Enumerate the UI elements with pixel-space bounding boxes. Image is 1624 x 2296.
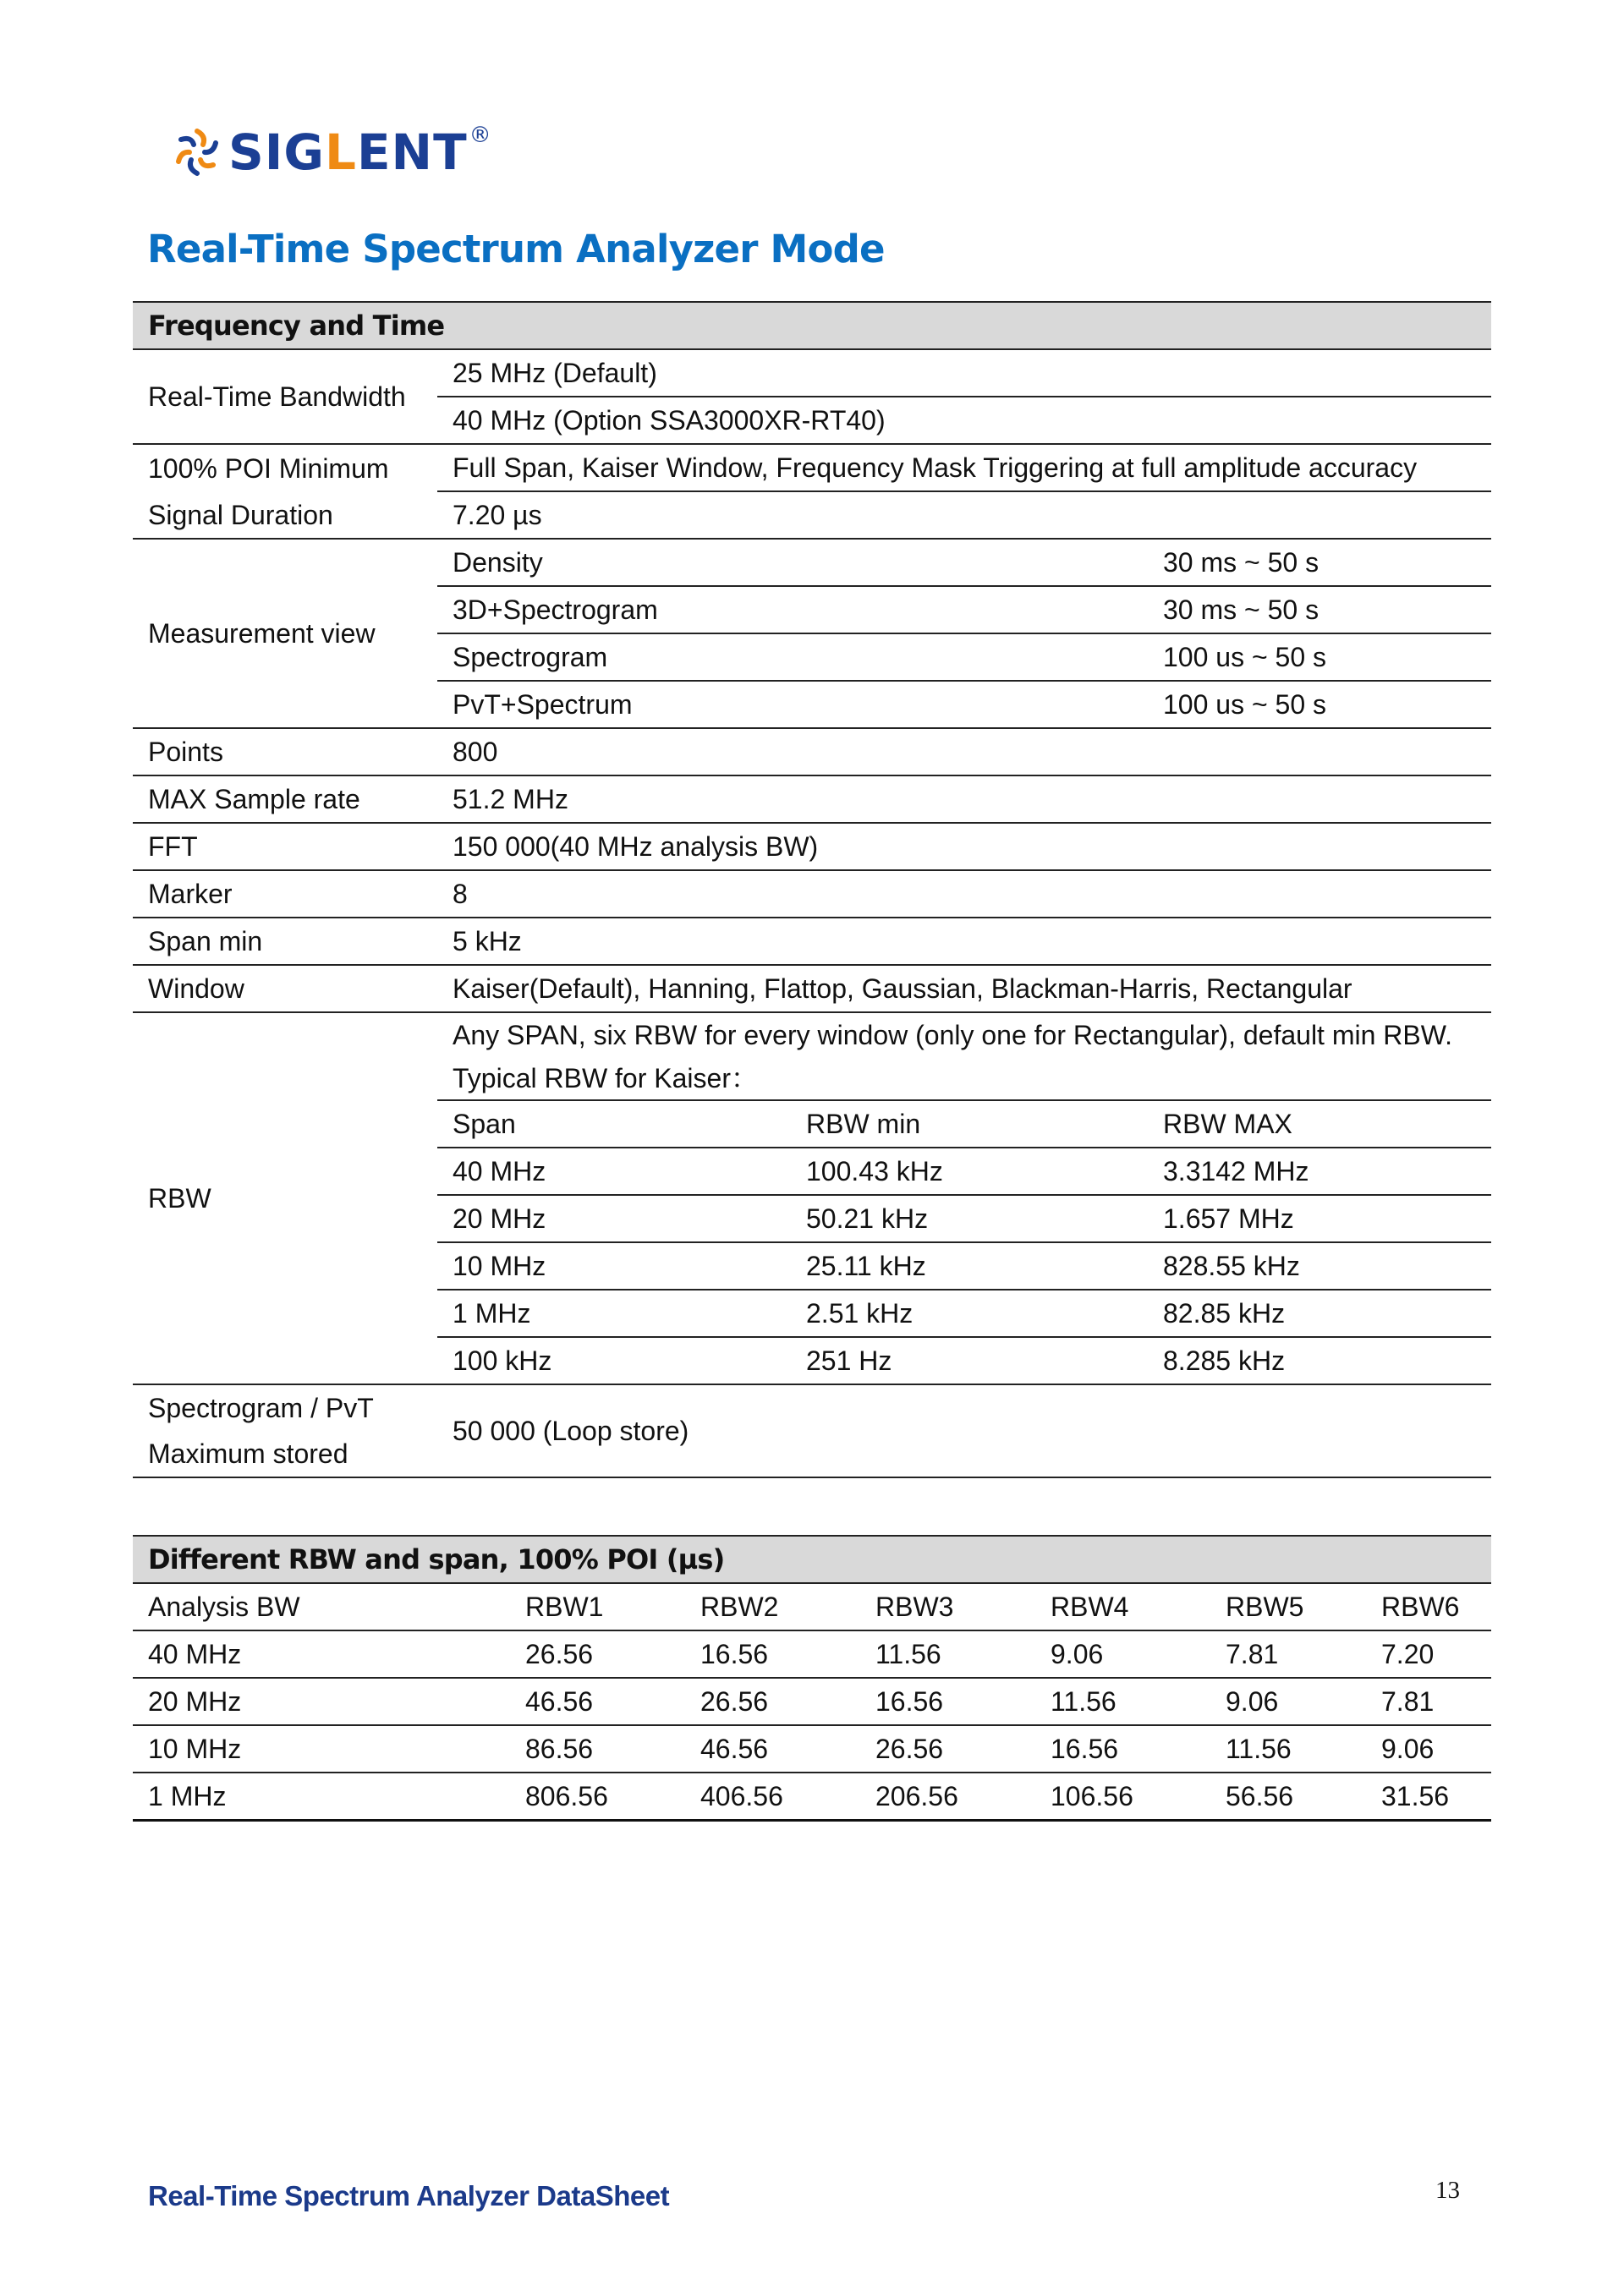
column-header: RBW2	[685, 1583, 860, 1630]
table-row	[133, 823, 1491, 870]
row-value: 150 000(40 MHz analysis BW)	[437, 823, 1491, 870]
cell: 26.56	[510, 1630, 685, 1678]
column-header-row	[133, 1583, 1491, 1630]
cell: 1.657 MHz	[1148, 1195, 1491, 1242]
cell: 86.56	[510, 1725, 685, 1773]
view-name: Density	[437, 539, 1148, 586]
rbw-note: Typical RBW for Kaiser：	[437, 1057, 1491, 1100]
row-value: 5 kHz	[437, 918, 1491, 965]
cell: 206.56	[860, 1773, 1035, 1821]
table-header-row	[133, 1536, 1491, 1583]
row-label: 100% POI Minimum	[148, 452, 389, 484]
cell: 10 MHz	[437, 1242, 791, 1290]
table-row	[133, 539, 1491, 586]
cell: 2.51 kHz	[791, 1290, 1148, 1337]
cell: 406.56	[685, 1773, 860, 1821]
view-name: 3D+Spectrogram	[437, 586, 1148, 633]
view-name: PvT+Spectrum	[437, 681, 1148, 728]
row-label: Window	[133, 965, 437, 1012]
table-row	[133, 1384, 1491, 1477]
row-label: Span min	[133, 918, 437, 965]
row-label: Signal Duration	[133, 491, 437, 539]
column-header: RBW min	[791, 1100, 1148, 1148]
row-label: Real-Time Bandwidth	[133, 349, 437, 444]
pinwheel-logo-icon	[169, 124, 225, 180]
cell: 16.56	[860, 1678, 1035, 1725]
row-label: Measurement view	[133, 539, 437, 728]
label-line: Spectrogram / PvT	[148, 1393, 374, 1423]
view-range: 30 ms ~ 50 s	[1148, 539, 1491, 586]
cell: 26.56	[860, 1725, 1035, 1773]
row-value: 40 MHz (Option SSA3000XR-RT40)	[437, 397, 1491, 444]
cell: 106.56	[1035, 1773, 1210, 1821]
cell: 11.56	[1035, 1678, 1210, 1725]
frequency-time-table	[133, 301, 1491, 1478]
table-row	[133, 918, 1491, 965]
table-row	[133, 870, 1491, 918]
row-value: 8	[437, 870, 1491, 918]
row-label	[133, 1384, 437, 1477]
cell: 46.56	[510, 1678, 685, 1725]
cell: 7.81	[1210, 1630, 1366, 1678]
cell: 806.56	[510, 1773, 685, 1821]
row-value: 51.2 MHz	[437, 775, 1491, 823]
cell: 46.56	[685, 1725, 860, 1773]
column-header: RBW4	[1035, 1583, 1210, 1630]
cell: 1 MHz	[437, 1290, 791, 1337]
siglent-logo	[169, 123, 492, 182]
cell: 56.56	[1210, 1773, 1366, 1821]
table-row	[133, 1012, 1491, 1057]
row-value: Kaiser(Default), Hanning, Flattop, Gaussian, Blackman-Harris, Rectangular	[437, 965, 1491, 1012]
view-range: 100 us ~ 50 s	[1148, 633, 1491, 681]
cell: 40 MHz	[133, 1630, 510, 1678]
cell: 20 MHz	[437, 1195, 791, 1242]
cell: 100.43 kHz	[791, 1148, 1148, 1195]
table-header-row	[133, 302, 1491, 349]
registered-mark: ®	[469, 123, 492, 148]
cell: 9.06	[1035, 1630, 1210, 1678]
view-range: 100 us ~ 50 s	[1148, 681, 1491, 728]
cell: 31.56	[1366, 1773, 1491, 1821]
row-label: RBW	[133, 1012, 437, 1384]
logo-wordmark: SIGLENT®	[228, 123, 492, 181]
table-row	[133, 965, 1491, 1012]
page-title: Real-Time Spectrum Analyzer Mode	[147, 227, 885, 271]
cell: 25.11 kHz	[791, 1242, 1148, 1290]
cell: 10 MHz	[133, 1725, 510, 1773]
label-line: Maximum stored	[148, 1438, 348, 1469]
column-header: RBW3	[860, 1583, 1035, 1630]
table-header: Frequency and Time	[133, 302, 1491, 349]
cell: 40 MHz	[437, 1148, 791, 1195]
column-header: Span	[437, 1100, 791, 1148]
cell: 50.21 kHz	[791, 1195, 1148, 1242]
footer-title: Real-Time Spectrum Analyzer DataSheet	[148, 2180, 670, 2211]
row-label: Marker	[133, 870, 437, 918]
cell: 16.56	[685, 1630, 860, 1678]
cell: 11.56	[860, 1630, 1035, 1678]
table-row	[133, 444, 1491, 491]
cell: 20 MHz	[133, 1678, 510, 1725]
row-label: MAX Sample rate	[133, 775, 437, 823]
cell: 1 MHz	[133, 1773, 510, 1821]
column-header: RBW6	[1366, 1583, 1491, 1630]
cell: 26.56	[685, 1678, 860, 1725]
cell: 251 Hz	[791, 1337, 1148, 1384]
row-label: FFT	[133, 823, 437, 870]
table-row	[133, 728, 1491, 775]
cell: 7.81	[1366, 1678, 1491, 1725]
table-row	[133, 491, 1491, 539]
cell: 828.55 kHz	[1148, 1242, 1491, 1290]
column-header: RBW5	[1210, 1583, 1366, 1630]
row-value: 800	[437, 728, 1491, 775]
cell: 9.06	[1210, 1678, 1366, 1725]
cell: 8.285 kHz	[1148, 1337, 1491, 1384]
row-value: 50 000 (Loop store)	[437, 1384, 1491, 1477]
cell: 9.06	[1366, 1725, 1491, 1773]
row-label: Points	[133, 728, 437, 775]
cell: 82.85 kHz	[1148, 1290, 1491, 1337]
view-range: 30 ms ~ 50 s	[1148, 586, 1491, 633]
cell: 16.56	[1035, 1725, 1210, 1773]
table-row	[133, 1725, 1491, 1773]
column-header: RBW1	[510, 1583, 685, 1630]
table-row	[133, 349, 1491, 397]
column-header: RBW MAX	[1148, 1100, 1491, 1148]
cell: 11.56	[1210, 1725, 1366, 1773]
poi-rbw-table	[133, 1535, 1491, 1822]
row-value: 25 MHz (Default)	[437, 349, 1491, 397]
table-row	[133, 1678, 1491, 1725]
cell: 100 kHz	[437, 1337, 791, 1384]
column-header: Analysis BW	[133, 1583, 510, 1630]
table-header: Different RBW and span, 100% POI (µs)	[133, 1536, 1491, 1583]
view-name: Spectrogram	[437, 633, 1148, 681]
page-number: 13	[1435, 2177, 1460, 2204]
table-row	[133, 775, 1491, 823]
rbw-note: Any SPAN, six RBW for every window (only one for Rectangular), default min RBW.	[453, 1020, 1453, 1050]
table-row	[133, 1773, 1491, 1821]
row-value: Full Span, Kaiser Window, Frequency Mask Triggering at full amplitude accuracy	[437, 444, 1491, 491]
cell: 7.20	[1366, 1630, 1491, 1678]
cell: 3.3142 MHz	[1148, 1148, 1491, 1195]
row-value: 7.20 µs	[437, 491, 1491, 539]
table-row	[133, 1630, 1491, 1678]
